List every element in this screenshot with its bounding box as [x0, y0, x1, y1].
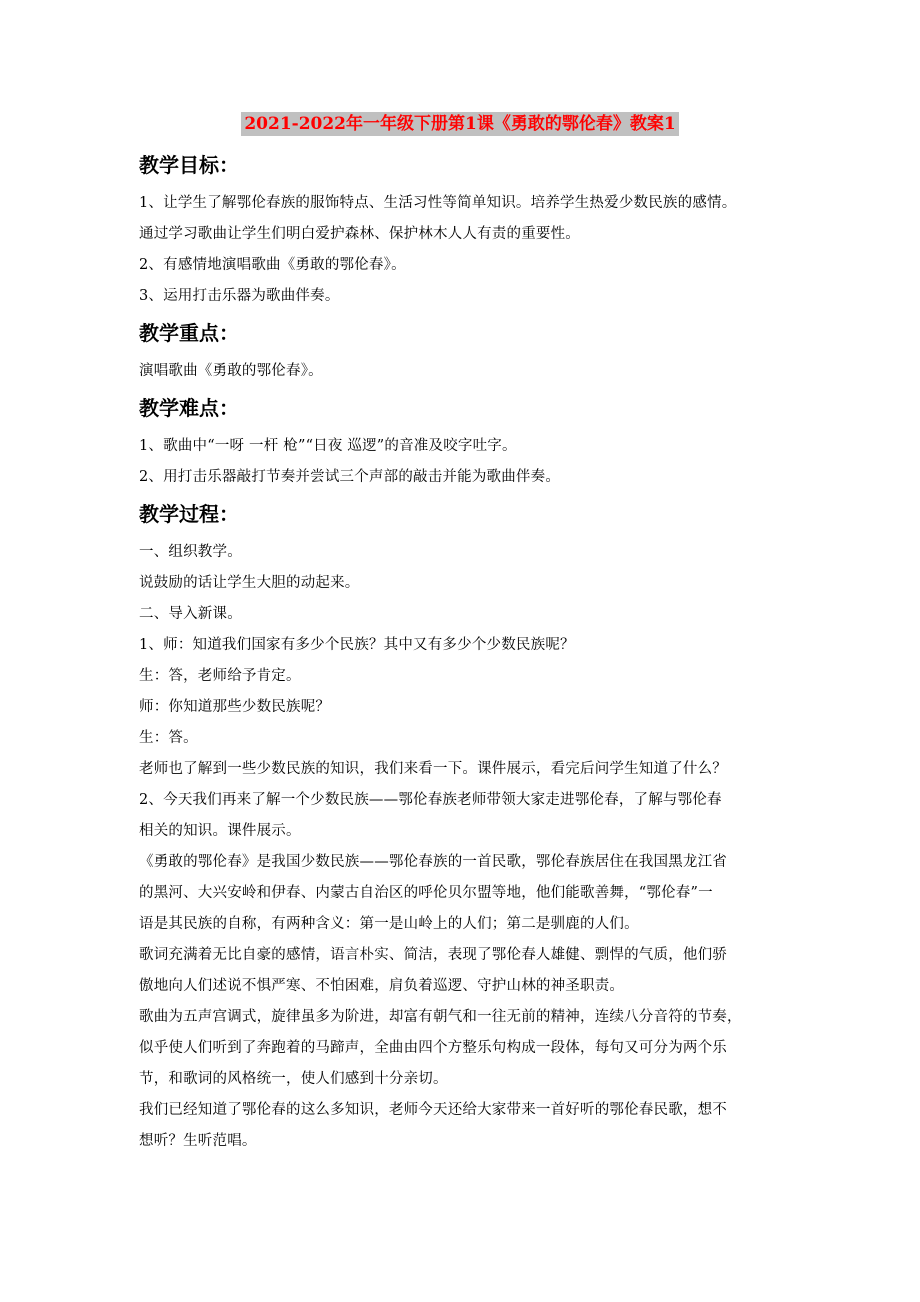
section-key-points [139, 318, 787, 387]
paragraph: 一、组织教学。 [139, 544, 242, 560]
paragraph: 生：答。 [139, 730, 198, 746]
paragraph: 节，和歌词的风格统一，使人们感到十分亲切。 [139, 1071, 448, 1087]
paragraph: 3、运用打击乐器为歌曲伴奏。 [139, 288, 340, 304]
paragraph: 1、歌曲中“一呀 一杆 枪”“日夜 巡逻”的音准及咬字吐字。 [139, 438, 517, 454]
paragraph: 生：答，老师给予肯定。 [139, 668, 301, 684]
paragraph: 老师也了解到一些少数民族的知识，我们来看一下。课件展示，看完后问学生知道了什么？ [139, 761, 727, 777]
document-body [139, 150, 787, 1157]
section-difficulties [139, 393, 787, 493]
paragraph: 《勇敢的鄂伦春》是我国少数民族——鄂伦春族的一首民歌，鄂伦春族居住在我国黑龙江省 [139, 854, 727, 870]
paragraph: 歌曲为五声宫调式，旋律虽多为阶进，却富有朝气和一往无前的精神，连续八分音符的节奏， [139, 1009, 742, 1025]
paragraph: 2、今天我们再来了解一个少数民族——鄂伦春族老师带领大家走进鄂伦春，了解与鄂伦春 [139, 792, 722, 808]
paragraph: 似乎使人们听到了奔跑着的马蹄声，全曲由四个方整乐句构成一段体，每句又可分为两个乐 [139, 1040, 727, 1056]
section-heading: 教学过程： [139, 502, 239, 526]
section-heading: 教学难点： [139, 396, 239, 420]
paragraph: 2、有感情地演唱歌曲《勇敢的鄂伦春》。 [139, 257, 406, 273]
paragraph: 说鼓励的话让学生大胆的动起来。 [139, 575, 360, 591]
paragraph: 1、让学生了解鄂伦春族的服饰特点、生活习性等简单知识。培养学生热爱少数民族的感情。 [139, 195, 737, 211]
section-teaching-process [139, 499, 787, 1157]
paragraph: 1、师：知道我们国家有多少个民族？其中又有多少个少数民族呢？ [139, 637, 575, 653]
paragraph: 歌词充满着无比自豪的感情，语言朴实、简洁，表现了鄂伦春人雄健、剽悍的气质，他们骄 [139, 947, 727, 963]
paragraph: 2、用打击乐器敲打节奏并尝试三个声部的敲击并能为歌曲伴奏。 [139, 469, 561, 485]
section-heading: 教学重点： [139, 321, 239, 345]
paragraph: 我们已经知道了鄂伦春的这么多知识，老师今天还给大家带来一首好听的鄂伦春民歌，想不 [139, 1102, 727, 1118]
paragraph: 想听？生听范唱。 [139, 1133, 257, 1149]
paragraph: 通过学习歌曲让学生们明白爱护森林、保护林木人人有责的重要性。 [139, 226, 580, 242]
paragraph: 相关的知识。课件展示。 [139, 823, 301, 839]
section-teaching-goals [139, 150, 787, 312]
paragraph: 演唱歌曲《勇敢的鄂伦春》。 [139, 363, 323, 379]
paragraph: 傲地向人们述说不惧严寒、不怕困难，肩负着巡逻、守护山林的神圣职责。 [139, 978, 625, 994]
title-container [0, 112, 920, 136]
paragraph: 语是其民族的自称，有两种含义：第一是山岭上的人们；第二是驯鹿的人们。 [139, 916, 639, 932]
paragraph: 师：你知道那些少数民族呢？ [139, 699, 331, 715]
document-title: 2021-2022年一年级下册第1课《勇敢的鄂伦春》教案1 [241, 112, 678, 136]
paragraph: 的黑河、大兴安岭和伊春、内蒙古自治区的呼伦贝尔盟等地，他们能歌善舞，“鄂伦春”一 [139, 885, 713, 901]
paragraph: 二、导入新课。 [139, 606, 242, 622]
section-heading: 教学目标： [139, 153, 239, 177]
